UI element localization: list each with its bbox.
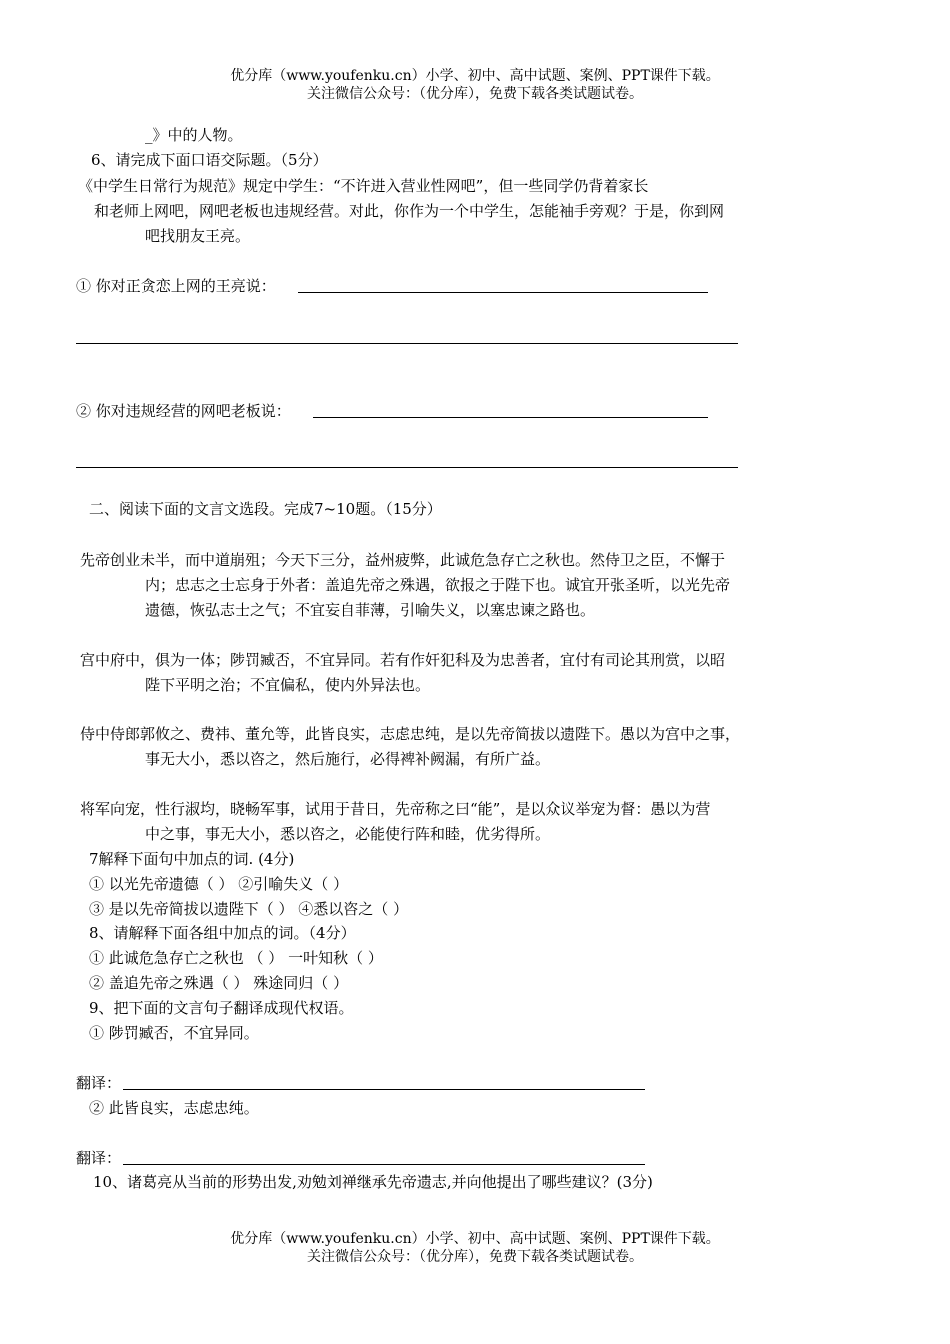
q6-item-2-label: ② 你对违规经营的网吧老板说： xyxy=(76,402,291,420)
header-line-2: 关注微信公众号：（优分库），免费下载各类试题试卷。 xyxy=(307,86,643,102)
footer-line-1: 优分库（www.youfenku.cn）小学、初中、高中试题、案例、PPT课件下载。 xyxy=(230,1231,720,1247)
top-fragment: _》中的人物。 xyxy=(145,126,243,144)
passage-3-line-2: 事无大小，悉以咨之，然后施行，必得裨补阙漏，有所广益。 xyxy=(145,750,551,768)
section-2-title: 二、阅读下面的文言文选段。完成7~10题。（15分） xyxy=(89,500,442,518)
q7-line-1: ① 以光先帝遗德（ ） ②引喻失义（ ） xyxy=(89,875,349,893)
q6-paragraph-line-2: 和老师上网吧，网吧老板也违规经营。对此，你作为一个中学生，怎能袖手旁观？于是，你到网 xyxy=(94,202,725,220)
q9-translate-2-label: 翻译： xyxy=(76,1149,122,1167)
header-line-1: 优分库（www.youfenku.cn）小学、初中、高中试题、案例、PPT课件下载。 xyxy=(230,68,720,84)
q9-sentence-1: ① 陟罚臧否，不宜异同。 xyxy=(89,1024,259,1042)
q8-line-1: ① 此诚危急存亡之秋也 （ ） 一叶知秋（ ） xyxy=(89,949,383,967)
passage-4-line-2: 中之事，事无大小，悉以咨之，必能使行阵和睦，优劣得所。 xyxy=(145,825,551,843)
passage-1-line-3: 遗德，恢弘志士之气；不宜妄自菲薄，引喻失义，以塞忠谏之路也。 xyxy=(145,601,596,619)
q8-line-2: ② 盖追先帝之殊遇（ ） 殊途同归（ ） xyxy=(89,974,349,992)
passage-1-line-2: 内；忠志之士忘身于外者：盖追先帝之殊遇，欲报之于陛下也。诚宜开张圣听，以光先帝 xyxy=(145,576,731,594)
q6-item-2-answer-line-2[interactable] xyxy=(76,467,738,468)
q9-translate-1-label: 翻译： xyxy=(76,1074,122,1092)
q6-title: 6、请完成下面口语交际题。（5分） xyxy=(91,151,328,169)
q6-item-1-answer-line[interactable] xyxy=(298,292,708,293)
q6-paragraph-line-1: 《中学生日常行为规范》规定中学生：“不许进入营业性网吧”，但一些同学仍背着家长 xyxy=(78,177,649,195)
passage-4-line-1: 将军向宠，性行淑均，晓畅军事，试用于昔日，先帝称之曰“能”，是以众议举宠为督：愚以为营 xyxy=(80,800,711,818)
q7-line-2: ③ 是以先帝简拔以遗陛下（ ） ④悉以咨之（ ） xyxy=(89,900,409,918)
q9-translate-2-answer-line[interactable] xyxy=(123,1164,645,1165)
passage-2-line-1: 宫中府中，俱为一体；陟罚臧否，不宜异同。若有作奸犯科及为忠善者，宜付有司论其刑赏，以昭 xyxy=(80,651,726,669)
passage-2-line-2: 陛下平明之治；不宜偏私，使内外异法也。 xyxy=(145,676,431,694)
passage-1-line-1: 先帝创业未半，而中道崩殂；今天下三分，益州疲弊，此诚危急存亡之秋也。然侍卫之臣，不懈于 xyxy=(80,551,726,569)
q10-title: 10、诸葛亮从当前的形势出发,劝勉刘禅继承先帝遗志,并向他提出了哪些建议？(3分) xyxy=(93,1173,653,1191)
q9-title: 9、把下面的文言句子翻译成现代权语。 xyxy=(89,999,354,1017)
footer-line-2: 关注微信公众号：（优分库），免费下载各类试题试卷。 xyxy=(307,1249,643,1265)
q8-title: 8、请解释下面各组中加点的词。（4分） xyxy=(89,924,356,942)
q9-translate-1-answer-line[interactable] xyxy=(123,1089,645,1090)
passage-3-line-1: 侍中侍郎郭攸之、费祎、董允等，此皆良实，志虑忠纯，是以先帝简拔以遗陛下。愚以为宫中之事， xyxy=(80,725,741,743)
q6-paragraph-line-3: 吧找朋友王亮。 xyxy=(145,227,251,245)
q6-item-1-label: ① 你对正贪恋上网的王亮说： xyxy=(76,277,276,295)
q6-item-2-answer-line[interactable] xyxy=(313,417,708,418)
q6-item-1-answer-line-2[interactable] xyxy=(76,343,738,344)
q7-title: 7解释下面句中加点的词. (4分) xyxy=(89,850,295,868)
q9-sentence-2: ② 此皆良实，志虑忠纯。 xyxy=(89,1099,259,1117)
